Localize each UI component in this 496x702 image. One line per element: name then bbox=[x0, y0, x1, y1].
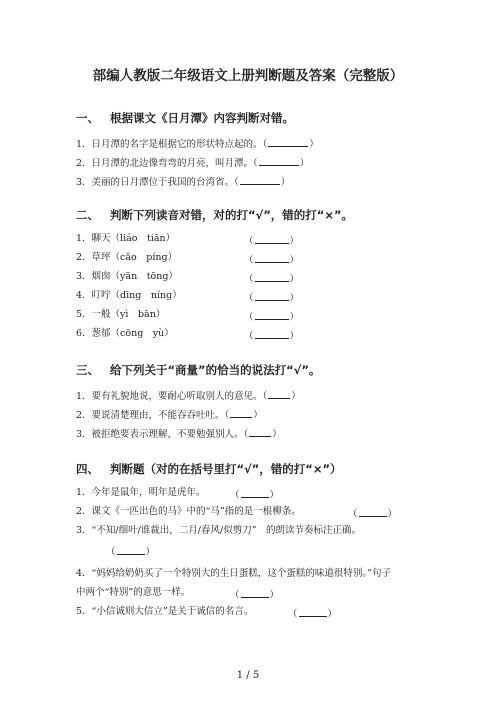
answer-blank[interactable] bbox=[255, 252, 289, 263]
section-4-item-4-cont bbox=[76, 587, 190, 599]
item-text: 3．“不知/细叶/谁裁出，二月/春风/似剪刀” 的朗读节奏标注正确。 bbox=[76, 525, 362, 536]
answer-bracket: （ ） bbox=[230, 487, 279, 501]
answer-bracket: （ ） bbox=[230, 587, 279, 601]
section-2-title: 判断下列读音对错，对的打“√”，错的打“×”。 bbox=[110, 208, 354, 222]
section-4-item-3 bbox=[76, 525, 361, 537]
answer-bracket: （ ） bbox=[106, 544, 155, 558]
item-text: 5．一般（yì bān） bbox=[76, 309, 166, 320]
answer-blank[interactable] bbox=[255, 233, 289, 244]
item-text: 1．日月潭的名字是根据它的形状特点起的。（ bbox=[76, 139, 268, 150]
item-text: 6．葱郁（cōnɡ yù） bbox=[76, 328, 174, 339]
answer-blank[interactable] bbox=[259, 155, 299, 166]
answer-bracket: （ ） bbox=[244, 290, 299, 304]
answer-bracket: （ ） bbox=[244, 252, 299, 266]
section-2-item-4 bbox=[76, 290, 182, 302]
section-4-heading bbox=[76, 461, 342, 477]
section-4-item-1 bbox=[76, 487, 206, 499]
bracket-close: ） bbox=[291, 391, 301, 402]
bracket-close: ） bbox=[253, 410, 263, 421]
answer-blank[interactable] bbox=[359, 506, 387, 517]
page-title: 部编人教版二年级语文上册判断题及答案（完整版） bbox=[92, 68, 404, 84]
bracket-close: ） bbox=[280, 177, 291, 188]
section-2-item-2 bbox=[76, 252, 177, 264]
section-1-number: 一、 bbox=[76, 111, 99, 125]
section-2-item-3 bbox=[76, 271, 178, 283]
answer-blank[interactable] bbox=[255, 328, 289, 339]
section-1-item-1 bbox=[76, 136, 319, 151]
section-4-item-4 bbox=[76, 568, 391, 580]
bracket-close: ） bbox=[299, 158, 310, 169]
answer-blank[interactable] bbox=[255, 309, 289, 320]
section-3-heading bbox=[76, 362, 320, 378]
section-4-title: 判断题（对的在括号里打“√”，错的打“×”） bbox=[110, 462, 342, 476]
item-text: 中两个“特别”的意思一样。 bbox=[76, 587, 191, 598]
answer-blank[interactable] bbox=[249, 426, 271, 437]
answer-bracket: （ ） bbox=[244, 309, 299, 323]
page-number: 1 / 5 bbox=[236, 670, 260, 681]
answer-blank[interactable] bbox=[255, 290, 289, 301]
answer-blank[interactable] bbox=[117, 544, 145, 555]
item-text: 3．烟囱（yān tōnɡ） bbox=[76, 271, 178, 282]
section-1-item-2 bbox=[76, 155, 309, 170]
answer-bracket: （ ） bbox=[244, 271, 299, 285]
section-2-item-6 bbox=[76, 328, 174, 340]
item-text: 1．今年是鼠年，明年是虎年。 bbox=[76, 487, 206, 498]
section-3-item-2 bbox=[76, 407, 263, 422]
bracket-close: ） bbox=[272, 429, 282, 440]
section-2-number: 二、 bbox=[76, 208, 99, 222]
answer-blank[interactable] bbox=[255, 271, 289, 282]
section-4-item-5 bbox=[76, 606, 253, 618]
bracket-close: ） bbox=[309, 139, 319, 150]
section-1-item-3 bbox=[76, 174, 290, 189]
item-text: 2．日月潭的北边像弯弯的月亮，叫月潭。（ bbox=[76, 158, 258, 169]
item-text: 2．课文《一匹出色的马》中的“马”指的是一根柳条。 bbox=[76, 506, 301, 517]
answer-blank[interactable] bbox=[299, 606, 327, 617]
answer-bracket: （ ） bbox=[244, 328, 299, 342]
answer-blank[interactable] bbox=[240, 174, 280, 185]
answer-blank[interactable] bbox=[268, 136, 308, 147]
section-2-item-1 bbox=[76, 233, 175, 245]
answer-blank[interactable] bbox=[241, 487, 269, 498]
item-text: 1．要有礼貌地说，要耐心听取别人的意见。（ bbox=[76, 391, 268, 402]
answer-bracket: （ ） bbox=[348, 506, 397, 520]
section-3-title: 给下列关于“商量”的恰当的说法打“√”。 bbox=[110, 363, 321, 377]
section-4-number: 四、 bbox=[76, 462, 99, 476]
answer-blank[interactable] bbox=[230, 407, 252, 418]
item-text: 3．美丽的日月潭位于我国的台湾省。（ bbox=[76, 177, 239, 188]
section-1-title: 根据课文《日月潭》内容判断对错。 bbox=[110, 111, 294, 125]
section-2-heading bbox=[76, 207, 353, 223]
section-1-heading bbox=[76, 110, 294, 126]
item-text: 3．被拒绝要表示理解，不要勉强别人。（ bbox=[76, 429, 249, 440]
answer-bracket: （ ） bbox=[288, 606, 337, 620]
item-text: 4．“妈妈给奶奶买了一个特别大的生日蛋糕，这个蛋糕的味道很特别。”句子 bbox=[76, 568, 392, 579]
section-3-item-1 bbox=[76, 388, 301, 403]
section-4-item-2 bbox=[76, 506, 301, 518]
item-text: 5．“小信诚则大信立”是关于诚信的名言。 bbox=[76, 606, 254, 617]
answer-blank[interactable] bbox=[268, 388, 290, 399]
answer-bracket: （ ） bbox=[244, 233, 299, 247]
section-3-item-3 bbox=[76, 426, 282, 441]
item-text: 2．要说清楚理由，不能吞吞吐吐。（ bbox=[76, 410, 230, 421]
item-text: 4．叮咛（dīnɡ nínɡ） bbox=[76, 290, 182, 301]
section-3-number: 三、 bbox=[76, 363, 99, 377]
answer-blank[interactable] bbox=[241, 587, 269, 598]
item-text: 2．草坪（cǎo pínɡ） bbox=[76, 252, 178, 263]
item-text: 1．聊天（liáo tiān） bbox=[76, 233, 176, 244]
section-2-item-5 bbox=[76, 309, 165, 321]
